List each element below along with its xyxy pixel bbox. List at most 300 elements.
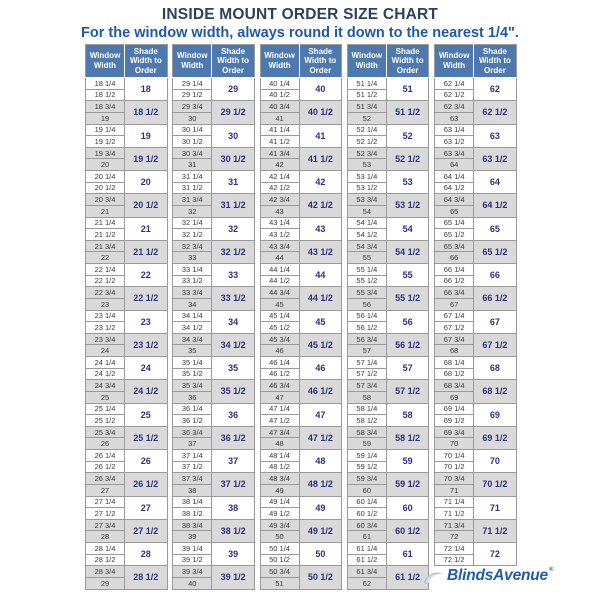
window-width-cell: 50: [260, 531, 299, 543]
shade-width-cell: 61: [386, 543, 429, 566]
window-width-cell: 48 3/4: [260, 473, 299, 485]
window-width-cell: 47 1/2: [260, 415, 299, 427]
window-width-cell: 45: [260, 298, 299, 310]
window-width-cell: 28 1/4: [86, 543, 125, 555]
window-width-cell: 41 1/4: [260, 124, 299, 136]
window-width-cell: 56 3/4: [347, 333, 386, 345]
shade-width-header-cell: Shade Width to Order: [299, 45, 342, 78]
shade-width-cell: 23 1/2: [125, 333, 168, 356]
window-width-cell: 54 1/2: [347, 229, 386, 241]
window-width-cell: 54 3/4: [347, 240, 386, 252]
window-width-cell: 65: [435, 205, 474, 217]
window-width-cell: 53 1/2: [347, 182, 386, 194]
window-width-cell: 47 3/4: [260, 426, 299, 438]
shade-width-cell: 20 1/2: [125, 194, 168, 217]
window-width-cell: 49 3/4: [260, 519, 299, 531]
shade-width-cell: 54: [386, 217, 429, 240]
shade-width-cell: 28 1/2: [125, 566, 168, 589]
shade-width-cell: 34: [212, 310, 255, 333]
window-width-cell: 59 3/4: [347, 473, 386, 485]
window-width-cell: 59 1/4: [347, 450, 386, 462]
shade-width-cell: 24: [125, 357, 168, 380]
shade-width-cell: 41: [299, 124, 342, 147]
window-width-cell: 18 3/4: [86, 101, 125, 113]
window-width-cell: 25 1/2: [86, 415, 125, 427]
window-width-cell: 55: [347, 252, 386, 264]
window-width-cell: 43 1/4: [260, 217, 299, 229]
window-width-cell: 31 3/4: [173, 194, 212, 206]
window-width-cell: 32 1/2: [173, 229, 212, 241]
column-group: [260, 44, 343, 590]
window-width-cell: 71 3/4: [435, 519, 474, 531]
window-width-cell: 66: [435, 252, 474, 264]
shade-width-cell: 44: [299, 264, 342, 287]
window-width-cell: 26 1/4: [86, 450, 125, 462]
window-width-cell: 31 1/2: [173, 182, 212, 194]
window-width-cell: 22 1/2: [86, 275, 125, 287]
window-width-cell: 35: [173, 345, 212, 357]
window-width-cell: 61: [347, 531, 386, 543]
size-chart-table: [85, 44, 517, 590]
window-width-cell: 68: [435, 345, 474, 357]
window-width-cell: 54 1/4: [347, 217, 386, 229]
shade-width-cell: 41 1/2: [299, 147, 342, 170]
window-width-cell: 70: [435, 438, 474, 450]
shade-width-cell: 46: [299, 357, 342, 380]
window-width-cell: 33 3/4: [173, 287, 212, 299]
window-width-cell: 34 1/2: [173, 322, 212, 334]
shade-width-cell: 58 1/2: [386, 426, 429, 449]
column-group: [85, 44, 168, 590]
shade-width-cell: 60 1/2: [386, 519, 429, 542]
window-width-cell: 60: [347, 484, 386, 496]
window-width-cell: 66 1/4: [435, 264, 474, 276]
window-width-cell: 61 1/4: [347, 543, 386, 555]
shade-width-cell: 33: [212, 264, 255, 287]
window-width-cell: 57: [347, 345, 386, 357]
window-width-cell: 34 1/4: [173, 310, 212, 322]
window-width-cell: 24 3/4: [86, 380, 125, 392]
window-width-cell: 49 1/2: [260, 508, 299, 520]
window-width-cell: 27 1/2: [86, 508, 125, 520]
window-width-cell: 27 1/4: [86, 496, 125, 508]
window-width-cell: 52 1/2: [347, 136, 386, 148]
shade-width-cell: 69: [474, 403, 517, 426]
shade-width-cell: 49: [299, 496, 342, 519]
window-width-cell: 71: [435, 484, 474, 496]
shade-width-cell: 71: [474, 496, 517, 519]
shade-width-cell: 31 1/2: [212, 194, 255, 217]
window-width-cell: 66 3/4: [435, 287, 474, 299]
window-width-cell: 44: [260, 252, 299, 264]
logo-text: BlindsAvenue: [447, 567, 548, 584]
shade-width-cell: 66 1/2: [474, 287, 517, 310]
window-width-cell: 40 1/4: [260, 78, 299, 90]
shade-width-cell: 39 1/2: [212, 566, 255, 589]
window-width-cell: 72 1/4: [435, 543, 474, 555]
window-width-cell: 70 3/4: [435, 473, 474, 485]
window-width-cell: 53: [347, 159, 386, 171]
shade-width-cell: 72: [474, 543, 517, 566]
window-width-cell: 64 1/4: [435, 171, 474, 183]
window-width-cell: 62 1/4: [435, 78, 474, 90]
window-width-cell: 65 1/2: [435, 229, 474, 241]
window-width-cell: 21: [86, 205, 125, 217]
window-width-cell: 62 1/2: [435, 89, 474, 101]
window-width-cell: 37 3/4: [173, 473, 212, 485]
window-width-cell: 19: [86, 112, 125, 124]
shade-width-cell: 48: [299, 450, 342, 473]
window-width-cell: 39 1/2: [173, 554, 212, 566]
window-width-cell: 57 1/4: [347, 357, 386, 369]
window-width-cell: 40: [173, 577, 212, 589]
shade-width-cell: 42: [299, 171, 342, 194]
shade-width-cell: 57: [386, 357, 429, 380]
window-width-header-cell: Window Width: [435, 45, 474, 78]
window-width-cell: 33 1/2: [173, 275, 212, 287]
window-width-cell: 69 1/2: [435, 415, 474, 427]
window-width-cell: 39: [173, 531, 212, 543]
window-width-cell: 30 1/2: [173, 136, 212, 148]
shade-width-cell: 28: [125, 543, 168, 566]
shade-width-cell: 70 1/2: [474, 473, 517, 496]
window-width-cell: 55 3/4: [347, 287, 386, 299]
shade-width-cell: 45 1/2: [299, 333, 342, 356]
window-width-cell: 34 3/4: [173, 333, 212, 345]
shade-width-header-cell: Shade Width to Order: [212, 45, 255, 78]
window-width-cell: 48 1/2: [260, 461, 299, 473]
window-width-cell: 48 1/4: [260, 450, 299, 462]
window-width-cell: 67: [435, 298, 474, 310]
window-width-cell: 51 3/4: [347, 101, 386, 113]
column-group: [172, 44, 255, 590]
window-width-cell: 28: [86, 531, 125, 543]
window-width-cell: 23: [86, 298, 125, 310]
shade-width-cell: 25: [125, 403, 168, 426]
window-width-cell: 37 1/2: [173, 461, 212, 473]
window-width-cell: 44 1/2: [260, 275, 299, 287]
window-width-cell: 58 1/2: [347, 415, 386, 427]
window-width-cell: 69: [435, 391, 474, 403]
window-width-cell: 22 3/4: [86, 287, 125, 299]
window-width-cell: 60 1/4: [347, 496, 386, 508]
window-width-cell: 52 1/4: [347, 124, 386, 136]
window-width-cell: 38 1/4: [173, 496, 212, 508]
shade-width-cell: 54 1/2: [386, 240, 429, 263]
window-width-cell: 53 3/4: [347, 194, 386, 206]
window-width-header-cell: Window Width: [86, 45, 125, 78]
window-width-cell: 21 1/4: [86, 217, 125, 229]
window-width-cell: 64 3/4: [435, 194, 474, 206]
window-width-cell: 51 1/2: [347, 89, 386, 101]
window-width-cell: 30 1/4: [173, 124, 212, 136]
window-width-cell: 60 3/4: [347, 519, 386, 531]
column-group: [347, 44, 430, 590]
window-width-cell: 46 1/4: [260, 357, 299, 369]
window-width-cell: 59 1/2: [347, 461, 386, 473]
window-width-cell: 44 1/4: [260, 264, 299, 276]
window-width-cell: 55 1/2: [347, 275, 386, 287]
shade-width-cell: 36: [212, 403, 255, 426]
window-width-cell: 22 1/4: [86, 264, 125, 276]
window-width-cell: 46: [260, 345, 299, 357]
window-width-cell: 24: [86, 345, 125, 357]
window-width-cell: 67 1/2: [435, 322, 474, 334]
shade-width-cell: 29 1/2: [212, 101, 255, 124]
window-width-cell: 54: [347, 205, 386, 217]
window-width-cell: 70 1/4: [435, 450, 474, 462]
window-width-cell: 72: [435, 531, 474, 543]
window-width-cell: 19 1/2: [86, 136, 125, 148]
shade-width-cell: 57 1/2: [386, 380, 429, 403]
window-width-cell: 37: [173, 438, 212, 450]
window-width-cell: 26 1/2: [86, 461, 125, 473]
window-width-cell: 69 1/4: [435, 403, 474, 415]
shade-width-cell: 50 1/2: [299, 566, 342, 589]
window-width-cell: 18 1/2: [86, 89, 125, 101]
shade-width-cell: 21 1/2: [125, 240, 168, 263]
window-width-cell: 28 3/4: [86, 566, 125, 578]
window-width-cell: 61 1/2: [347, 554, 386, 566]
window-width-cell: 65 3/4: [435, 240, 474, 252]
shade-width-cell: 46 1/2: [299, 380, 342, 403]
window-width-cell: 23 1/4: [86, 310, 125, 322]
shade-width-cell: 55: [386, 264, 429, 287]
shade-width-cell: 42 1/2: [299, 194, 342, 217]
shade-width-cell: 35 1/2: [212, 380, 255, 403]
shade-width-cell: 65 1/2: [474, 240, 517, 263]
window-width-cell: 28 1/2: [86, 554, 125, 566]
shade-width-cell: 56 1/2: [386, 333, 429, 356]
window-width-cell: 35 1/4: [173, 357, 212, 369]
window-width-cell: 59: [347, 438, 386, 450]
window-width-cell: 41 1/2: [260, 136, 299, 148]
window-width-cell: 70 1/2: [435, 461, 474, 473]
blinds-avenue-logo: [423, 567, 553, 585]
shade-width-cell: 31: [212, 171, 255, 194]
window-width-cell: 63 1/2: [435, 136, 474, 148]
shade-width-cell: 63: [474, 124, 517, 147]
window-width-cell: 41: [260, 112, 299, 124]
shade-width-cell: 50: [299, 543, 342, 566]
window-width-cell: 49: [260, 484, 299, 496]
window-width-cell: 25: [86, 391, 125, 403]
window-width-cell: 71 1/4: [435, 496, 474, 508]
shade-width-header-cell: Shade Width to Order: [474, 45, 517, 78]
shade-width-cell: 32 1/2: [212, 240, 255, 263]
window-width-header-cell: Window Width: [260, 45, 299, 78]
column-group: [434, 44, 517, 566]
window-width-cell: 65 1/4: [435, 217, 474, 229]
shade-width-cell: 22: [125, 264, 168, 287]
window-width-cell: 38 1/2: [173, 508, 212, 520]
window-width-cell: 39 1/4: [173, 543, 212, 555]
shade-width-cell: 53 1/2: [386, 194, 429, 217]
window-width-cell: 27: [86, 484, 125, 496]
registered-mark: ®: [548, 567, 554, 573]
shade-width-cell: 22 1/2: [125, 287, 168, 310]
window-width-cell: 21 1/2: [86, 229, 125, 241]
window-width-cell: 19 1/4: [86, 124, 125, 136]
window-width-cell: 30 3/4: [173, 147, 212, 159]
window-width-cell: 58: [347, 391, 386, 403]
window-width-cell: 68 3/4: [435, 380, 474, 392]
page-title: INSIDE MOUNT ORDER SIZE CHART: [161, 6, 439, 23]
window-width-cell: 51: [260, 577, 299, 589]
window-width-cell: 45 3/4: [260, 333, 299, 345]
window-width-cell: 24 1/2: [86, 368, 125, 380]
shade-width-cell: 21: [125, 217, 168, 240]
shade-width-cell: 24 1/2: [125, 380, 168, 403]
window-width-cell: 38: [173, 484, 212, 496]
window-width-cell: 20 1/4: [86, 171, 125, 183]
window-width-cell: 56 1/2: [347, 322, 386, 334]
window-width-cell: 50 3/4: [260, 566, 299, 578]
shade-width-cell: 64: [474, 171, 517, 194]
window-width-cell: 36 3/4: [173, 426, 212, 438]
window-width-cell: 40 1/2: [260, 89, 299, 101]
window-width-cell: 40 3/4: [260, 101, 299, 113]
shade-width-cell: 58: [386, 403, 429, 426]
shade-width-cell: 51 1/2: [386, 101, 429, 124]
shade-width-cell: 68: [474, 357, 517, 380]
window-width-cell: 49 1/4: [260, 496, 299, 508]
window-width-cell: 23 1/2: [86, 322, 125, 334]
window-width-cell: 38 3/4: [173, 519, 212, 531]
shade-width-cell: 43 1/2: [299, 240, 342, 263]
shade-width-cell: 26 1/2: [125, 473, 168, 496]
window-width-cell: 71 1/2: [435, 508, 474, 520]
shade-width-cell: 49 1/2: [299, 519, 342, 542]
window-width-cell: 36 1/4: [173, 403, 212, 415]
shade-width-cell: 62 1/2: [474, 101, 517, 124]
window-width-cell: 48: [260, 438, 299, 450]
window-width-cell: 25 1/4: [86, 403, 125, 415]
shade-width-cell: 64 1/2: [474, 194, 517, 217]
window-width-cell: 42: [260, 159, 299, 171]
window-width-cell: 18 1/4: [86, 78, 125, 90]
window-width-cell: 52: [347, 112, 386, 124]
shade-width-cell: 40 1/2: [299, 101, 342, 124]
shade-width-cell: 26: [125, 450, 168, 473]
window-width-cell: 26: [86, 438, 125, 450]
window-width-cell: 53 1/4: [347, 171, 386, 183]
window-width-cell: 24 1/4: [86, 357, 125, 369]
window-width-cell: 26 3/4: [86, 473, 125, 485]
shade-width-cell: 25 1/2: [125, 426, 168, 449]
window-width-cell: 62 3/4: [435, 101, 474, 113]
shade-width-cell: 34 1/2: [212, 333, 255, 356]
shade-width-cell: 51: [386, 78, 429, 101]
shade-width-cell: 59: [386, 450, 429, 473]
shade-width-cell: 27 1/2: [125, 519, 168, 542]
window-width-cell: 57 3/4: [347, 380, 386, 392]
shade-width-cell: 47: [299, 403, 342, 426]
shade-width-cell: 20: [125, 171, 168, 194]
shade-width-cell: 38: [212, 496, 255, 519]
shade-width-cell: 32: [212, 217, 255, 240]
window-width-cell: 36 1/2: [173, 415, 212, 427]
shade-width-cell: 45: [299, 310, 342, 333]
window-width-cell: 56 1/4: [347, 310, 386, 322]
window-width-cell: 36: [173, 391, 212, 403]
window-width-cell: 47: [260, 391, 299, 403]
shade-width-cell: 67 1/2: [474, 333, 517, 356]
window-width-cell: 19 3/4: [86, 147, 125, 159]
window-width-cell: 58 1/4: [347, 403, 386, 415]
window-width-cell: 66 1/2: [435, 275, 474, 287]
window-width-cell: 31: [173, 159, 212, 171]
window-width-cell: 69 3/4: [435, 426, 474, 438]
window-width-cell: 31 1/4: [173, 171, 212, 183]
window-width-cell: 34: [173, 298, 212, 310]
window-width-cell: 23 3/4: [86, 333, 125, 345]
shade-width-cell: 55 1/2: [386, 287, 429, 310]
window-width-cell: 61 3/4: [347, 566, 386, 578]
shade-width-cell: 47 1/2: [299, 426, 342, 449]
shade-width-cell: 62: [474, 78, 517, 101]
window-width-cell: 32 3/4: [173, 240, 212, 252]
window-width-cell: 64: [435, 159, 474, 171]
window-width-cell: 68 1/2: [435, 368, 474, 380]
shade-width-cell: 53: [386, 171, 429, 194]
shade-width-cell: 27: [125, 496, 168, 519]
window-width-cell: 46 1/2: [260, 368, 299, 380]
shade-width-cell: 18: [125, 78, 168, 101]
window-width-cell: 20: [86, 159, 125, 171]
window-width-cell: 39 3/4: [173, 566, 212, 578]
shade-width-cell: 70: [474, 450, 517, 473]
window-width-cell: 29: [86, 577, 125, 589]
window-width-cell: 43: [260, 205, 299, 217]
window-width-cell: 67 1/4: [435, 310, 474, 322]
shade-width-cell: 18 1/2: [125, 101, 168, 124]
shade-width-cell: 63 1/2: [474, 147, 517, 170]
window-width-cell: 37 1/4: [173, 450, 212, 462]
window-width-cell: 50 1/2: [260, 554, 299, 566]
window-width-cell: 43 3/4: [260, 240, 299, 252]
shade-width-cell: 29: [212, 78, 255, 101]
shade-width-cell: 43: [299, 217, 342, 240]
window-width-cell: 64 1/2: [435, 182, 474, 194]
shade-width-cell: 38 1/2: [212, 519, 255, 542]
window-width-cell: 46 3/4: [260, 380, 299, 392]
window-width-cell: 20 1/2: [86, 182, 125, 194]
window-width-cell: 25 3/4: [86, 426, 125, 438]
window-width-cell: 57 1/2: [347, 368, 386, 380]
shade-width-cell: 56: [386, 310, 429, 333]
window-width-cell: 63 1/4: [435, 124, 474, 136]
window-width-header-cell: Window Width: [347, 45, 386, 78]
window-width-cell: 56: [347, 298, 386, 310]
shade-width-cell: 30 1/2: [212, 147, 255, 170]
logo-swoosh-icon: [423, 570, 445, 585]
window-width-cell: 58 3/4: [347, 426, 386, 438]
window-width-cell: 43 1/2: [260, 229, 299, 241]
window-width-cell: 41 3/4: [260, 147, 299, 159]
window-width-cell: 62: [347, 577, 386, 589]
window-width-cell: 42 1/2: [260, 182, 299, 194]
window-width-cell: 51 1/4: [347, 78, 386, 90]
shade-width-cell: 52 1/2: [386, 147, 429, 170]
shade-width-cell: 61 1/2: [386, 566, 429, 589]
window-width-cell: 42 3/4: [260, 194, 299, 206]
shade-width-cell: 19: [125, 124, 168, 147]
shade-width-cell: 33 1/2: [212, 287, 255, 310]
window-width-cell: 60 1/2: [347, 508, 386, 520]
shade-width-cell: 44 1/2: [299, 287, 342, 310]
shade-width-cell: 60: [386, 496, 429, 519]
